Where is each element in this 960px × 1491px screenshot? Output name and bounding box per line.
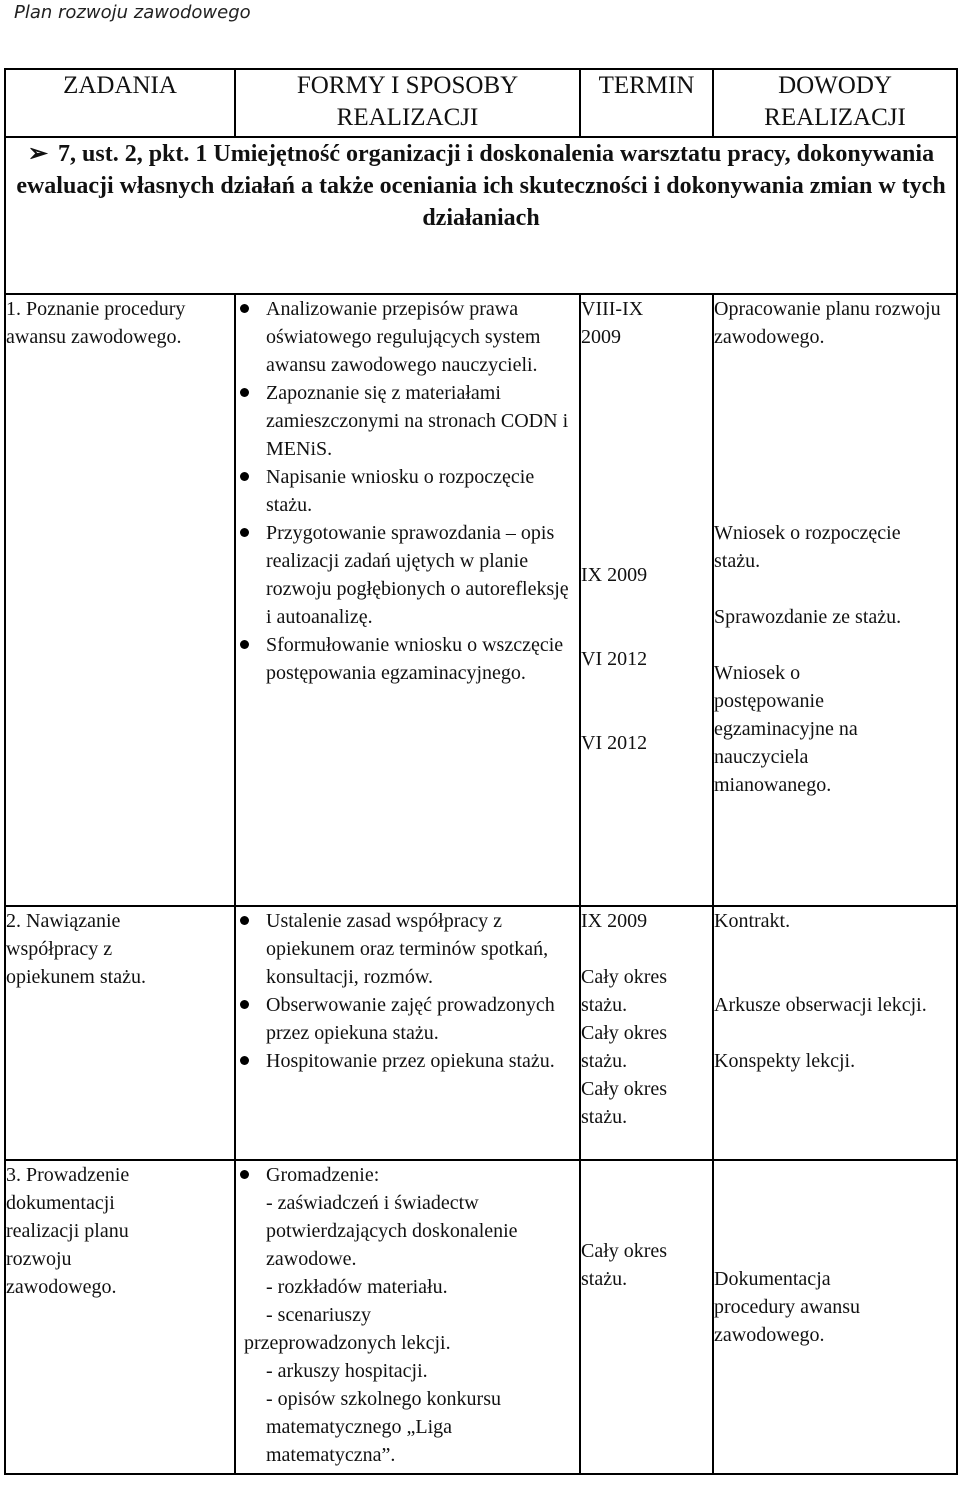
term-text: VI 2012 bbox=[581, 732, 648, 754]
list-item: - rozkładów materiału. bbox=[266, 1276, 448, 1298]
forms-cell bbox=[235, 294, 580, 906]
evidence-text: Opracowanie planu rozwoju zawodowego. bbox=[714, 298, 941, 348]
section-title-cell bbox=[5, 137, 957, 294]
column-header-tasks: ZADANIA bbox=[5, 69, 235, 137]
list-item: Analizowanie przepisów prawa oświatowego regulujących system awansu zawodowego nauczycieli. bbox=[236, 295, 579, 379]
list-item: - zaświadczeń i świadectw potwierdzających doskonalenie zawodowe. bbox=[266, 1192, 518, 1270]
task-cell: 2. Nawiązanie współpracy z opiekunem stażu. bbox=[5, 906, 235, 1160]
list-item: Napisanie wniosku o rozpoczęcie stażu. bbox=[236, 463, 579, 519]
column-header-term: TERMIN bbox=[580, 69, 713, 137]
section-row bbox=[5, 137, 957, 294]
term-text: IX 2009 bbox=[581, 564, 648, 586]
list-item: - opisów szkolnego konkursu matematycznego „Liga matematyczna”. bbox=[266, 1388, 501, 1466]
bullet-icon bbox=[240, 1000, 249, 1009]
list-item: Przygotowanie sprawozdania – opis realizacji zadań ujętych w planie rozwoju pogłębionych o autorefleksję i autoanalizę. bbox=[236, 519, 579, 631]
term-cell bbox=[580, 1160, 713, 1474]
bullet-icon bbox=[240, 640, 249, 649]
term-text: Cały okres stażu. bbox=[581, 966, 668, 1016]
column-header-evidence: DOWODY REALIZACJI bbox=[713, 69, 957, 137]
list-item: - scenariuszy bbox=[266, 1304, 371, 1326]
bullet-icon bbox=[240, 1056, 249, 1065]
table-row bbox=[5, 1160, 957, 1474]
evidence-cell bbox=[713, 906, 957, 1160]
table-row bbox=[5, 906, 957, 1160]
evidence-text: Wniosek o postępowanie egzaminacyjne na nauczyciela mianowanego. bbox=[714, 662, 858, 796]
term-text: IX 2009 bbox=[581, 910, 648, 932]
term-text: Cały okres stażu. bbox=[581, 1022, 668, 1072]
term-text: Cały okres stażu. bbox=[581, 1078, 668, 1128]
bullet-icon bbox=[240, 1170, 249, 1179]
list-item: Zapoznanie się z materiałami zamieszczonymi na stronach CODN i MENiS. bbox=[236, 379, 579, 463]
term-cell bbox=[580, 294, 713, 906]
evidence-text: Arkusze obserwacji lekcji. bbox=[714, 994, 927, 1016]
bullet-icon bbox=[240, 528, 249, 537]
list-item: - arkuszy hospitacji. bbox=[266, 1360, 428, 1382]
arrow-bullet-icon: ➢ bbox=[27, 141, 49, 167]
evidence-text: Wniosek o rozpoczęcie stażu. bbox=[714, 522, 901, 572]
task-cell: 1. Poznanie procedury awansu zawodowego. bbox=[5, 294, 235, 906]
evidence-text: Konspekty lekcji. bbox=[714, 1050, 856, 1072]
column-header-forms: FORMY I SPOSOBY REALIZACJI bbox=[235, 69, 580, 137]
bullet-icon bbox=[240, 388, 249, 397]
task-cell: 3. Prowadzenie dokumentacji realizacji planu rozwoju zawodowego. bbox=[5, 1160, 235, 1474]
list-item: Hospitowanie przez opiekuna stażu. bbox=[236, 1047, 579, 1075]
list-item: Ustalenie zasad współpracy z opiekunem oraz terminów spotkań, konsultacji, rozmów. bbox=[236, 907, 579, 991]
evidence-cell bbox=[713, 1160, 957, 1474]
list-item: Obserwowanie zajęć prowadzonych przez opiekuna stażu. bbox=[236, 991, 579, 1047]
table-header-row bbox=[5, 69, 957, 137]
evidence-text: Dokumentacja procedury awansu zawodowego. bbox=[714, 1268, 861, 1346]
development-plan-table bbox=[4, 68, 958, 1475]
list-item: Sformułowanie wniosku o wszczęcie postępowania egzaminacyjnego. bbox=[236, 631, 579, 687]
term-cell bbox=[580, 906, 713, 1160]
evidence-text: Kontrakt. bbox=[714, 910, 791, 932]
table-row bbox=[5, 294, 957, 906]
term-text: VIII-IX 2009 bbox=[581, 298, 644, 348]
bullet-icon bbox=[240, 472, 249, 481]
forms-cell bbox=[235, 1160, 580, 1474]
evidence-text: Sprawozdanie ze stażu. bbox=[714, 606, 902, 628]
list-item: przeprowadzonych lekcji. bbox=[244, 1332, 451, 1354]
document-header-title: Plan rozwoju zawodowego bbox=[14, 2, 251, 23]
term-text: VI 2012 bbox=[581, 648, 648, 670]
bullet-icon bbox=[240, 304, 249, 313]
term-text: Cały okres stażu. bbox=[581, 1240, 668, 1290]
bullet-icon bbox=[240, 916, 249, 925]
forms-cell bbox=[235, 906, 580, 1160]
list-item: Gromadzenie: bbox=[236, 1161, 579, 1189]
section-title: 7, ust. 2, pkt. 1 Umiejętność organizacji i doskonalenia warsztatu pracy, dokonywania ewaluacji własnych działań a także oceniania ich skuteczności i dokonywania zmian w tych działaniach bbox=[16, 141, 946, 231]
evidence-cell bbox=[713, 294, 957, 906]
